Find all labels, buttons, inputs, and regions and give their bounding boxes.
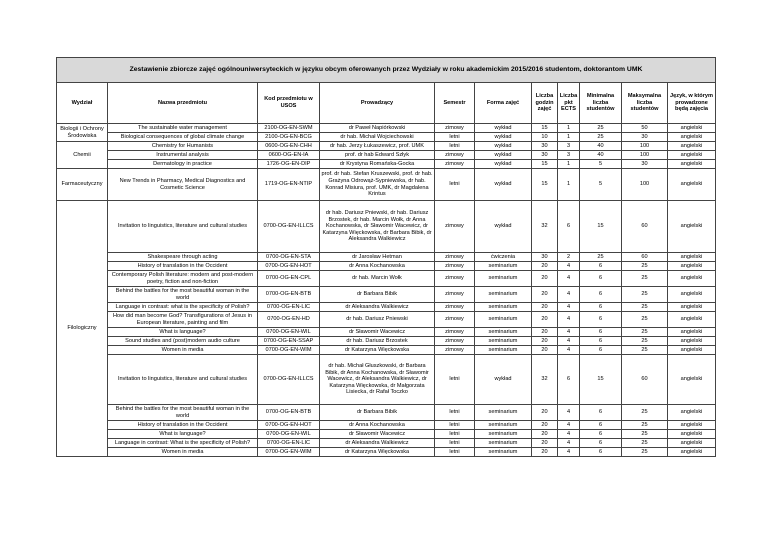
cell-course: New Trends in Pharmacy, Medical Diagnostics and Cosmetic Science xyxy=(108,169,258,201)
header-course: Nazwa przedmiotu xyxy=(108,83,258,124)
table-row xyxy=(57,124,716,133)
cell-ects: 4 xyxy=(558,262,580,271)
cell-course: Women in media xyxy=(108,346,258,355)
cell-min: 6 xyxy=(580,287,622,303)
cell-hours: 30 xyxy=(532,151,558,160)
cell-code: 0700-OG-EN-WIM xyxy=(258,448,320,457)
table-title: Zestawienie zbiorcze zajęć ogólnouniwersyteckich w języku obcym oferowanych przez Wydziały w roku akademickim 2015/2016 studentom, doktorantom UMK xyxy=(57,58,716,83)
cell-form: wykład xyxy=(475,124,532,133)
table-row xyxy=(57,346,716,355)
cell-ects: 4 xyxy=(558,439,580,448)
faculty-cell: Biologii i Ochrony Środowiska xyxy=(57,124,108,142)
cell-course: Invitation to linguistics, literature and cultural studies xyxy=(108,201,258,253)
cell-code: 0700-OG-EN-HOT xyxy=(258,421,320,430)
cell-hours: 20 xyxy=(532,303,558,312)
table-row xyxy=(57,271,716,287)
cell-semester: zimowy xyxy=(435,160,475,169)
cell-hours: 20 xyxy=(532,328,558,337)
header-max: Maksymalna liczba studentów xyxy=(622,83,668,124)
cell-lang: angielski xyxy=(668,337,716,346)
header-lecturer: Prowadzący xyxy=(320,83,435,124)
cell-form: seminarium xyxy=(475,312,532,328)
cell-semester: letni xyxy=(435,142,475,151)
cell-ects: 4 xyxy=(558,405,580,421)
cell-form: seminarium xyxy=(475,328,532,337)
cell-lang: angielski xyxy=(668,133,716,142)
cell-code: 0700-OG-EN-LIC xyxy=(258,303,320,312)
cell-min: 6 xyxy=(580,337,622,346)
cell-code: 0700-OG-EN-LIC xyxy=(258,439,320,448)
table-row xyxy=(57,448,716,457)
faculty-cell: Chemii xyxy=(57,142,108,169)
cell-hours: 15 xyxy=(532,169,558,201)
cell-course: Shakespeare through acting xyxy=(108,253,258,262)
cell-code: 2100-OG-EN-BCG xyxy=(258,133,320,142)
cell-lecturer: prof. dr hab. Stefan Kruszewski, prof. dr hab. Grażyna Odrowąż-Sypniewska, dr hab. Konrad Misiura, prof. UMK, dr Magdalena Krintus xyxy=(320,169,435,201)
cell-lecturer: dr Anna Kochanowska xyxy=(320,421,435,430)
cell-min: 6 xyxy=(580,346,622,355)
cell-form: seminarium xyxy=(475,346,532,355)
cell-course: Language in contrast: what is the specificity of Polish? xyxy=(108,303,258,312)
cell-lecturer: dr Sławomir Wacewicz xyxy=(320,328,435,337)
cell-lang: angielski xyxy=(668,439,716,448)
cell-min: 5 xyxy=(580,160,622,169)
cell-ects: 1 xyxy=(558,133,580,142)
cell-max: 100 xyxy=(622,142,668,151)
cell-form: seminarium xyxy=(475,448,532,457)
cell-min: 6 xyxy=(580,312,622,328)
cell-ects: 1 xyxy=(558,124,580,133)
table-row xyxy=(57,253,716,262)
cell-hours: 30 xyxy=(532,253,558,262)
cell-ects: 4 xyxy=(558,448,580,457)
cell-min: 40 xyxy=(580,142,622,151)
table-row xyxy=(57,142,716,151)
cell-lang: angielski xyxy=(668,253,716,262)
faculty-cell: Filologiczny xyxy=(57,201,108,457)
cell-lecturer: dr Katarzyna Więckowska xyxy=(320,448,435,457)
header-form: Forma zajęć xyxy=(475,83,532,124)
table-row xyxy=(57,337,716,346)
cell-semester: letni xyxy=(435,405,475,421)
cell-lang: angielski xyxy=(668,312,716,328)
cell-lecturer: dr Barbara Bibik xyxy=(320,405,435,421)
cell-semester: letni xyxy=(435,421,475,430)
table-row xyxy=(57,201,716,253)
cell-max: 25 xyxy=(622,439,668,448)
cell-hours: 20 xyxy=(532,421,558,430)
cell-form: seminarium xyxy=(475,430,532,439)
cell-code: 1726-OG-EN-DIP xyxy=(258,160,320,169)
cell-min: 6 xyxy=(580,303,622,312)
cell-hours: 20 xyxy=(532,405,558,421)
cell-course: How did man become God? Transfigurations of Jesus in European literature, painting and film xyxy=(108,312,258,328)
cell-form: seminarium xyxy=(475,271,532,287)
cell-course: Behind the battles for the most beautiful woman in the world xyxy=(108,287,258,303)
cell-max: 25 xyxy=(622,262,668,271)
cell-lang: angielski xyxy=(668,160,716,169)
cell-hours: 20 xyxy=(532,448,558,457)
cell-min: 6 xyxy=(580,421,622,430)
cell-semester: zimowy xyxy=(435,312,475,328)
cell-lecturer: dr hab. Michał Głuszkowski, dr Barbara Bibik, dr Anna Kochanowska, dr Sławomir Wacewicz, dr Aleksandra Walkiewicz, dr Katarzyna Więckowska, dr Małgorzata Lisiecka, dr Rafał Toczko xyxy=(320,355,435,405)
cell-semester: zimowy xyxy=(435,328,475,337)
cell-lang: angielski xyxy=(668,169,716,201)
table-row xyxy=(57,421,716,430)
cell-semester: zimowy xyxy=(435,201,475,253)
cell-course: History of translation in the Occident xyxy=(108,421,258,430)
header-hours: Liczba godzin zajęć xyxy=(532,83,558,124)
cell-lecturer: dr Jarosław Hetman xyxy=(320,253,435,262)
cell-max: 60 xyxy=(622,253,668,262)
cell-lecturer: dr Katarzyna Więckowska xyxy=(320,346,435,355)
cell-code: 0700-OG-EN-WIL xyxy=(258,328,320,337)
cell-course: Sound studies and (post)modern audio culture xyxy=(108,337,258,346)
cell-lecturer: dr hab. Dariusz Pniewski, dr hab. Dariusz Brzostek, dr hab. Marcin Wołk, dr Anna Kochanowska, dr Sławomir Wacewicz, dr Katarzyna Więckowska, dr Barbara Bibik, dr Aleksandra Walkiewicz xyxy=(320,201,435,253)
cell-hours: 32 xyxy=(532,355,558,405)
cell-lang: angielski xyxy=(668,355,716,405)
cell-lecturer: prof. dr hab Edward Szłyk xyxy=(320,151,435,160)
cell-semester: letni xyxy=(435,133,475,142)
cell-min: 6 xyxy=(580,430,622,439)
cell-ects: 3 xyxy=(558,142,580,151)
cell-lang: angielski xyxy=(668,271,716,287)
cell-hours: 20 xyxy=(532,271,558,287)
cell-lang: angielski xyxy=(668,124,716,133)
cell-lecturer: dr hab. Dariusz Pniewski xyxy=(320,312,435,328)
cell-form: seminarium xyxy=(475,405,532,421)
header-code: Kod przedmiotu w USOS xyxy=(258,83,320,124)
cell-course: History of translation in the Occident xyxy=(108,262,258,271)
cell-max: 100 xyxy=(622,169,668,201)
cell-form: seminarium xyxy=(475,303,532,312)
cell-lecturer: dr hab. Dariusz Brzostek xyxy=(320,337,435,346)
cell-hours: 10 xyxy=(532,133,558,142)
cell-max: 60 xyxy=(622,201,668,253)
cell-lang: angielski xyxy=(668,142,716,151)
cell-course: The sustainable water management xyxy=(108,124,258,133)
cell-course: Behind the battles for the most beautiful woman in the world xyxy=(108,405,258,421)
cell-form: wykład xyxy=(475,160,532,169)
cell-course: Instrumental analysis xyxy=(108,151,258,160)
cell-hours: 30 xyxy=(532,142,558,151)
cell-lang: angielski xyxy=(668,430,716,439)
cell-form: ćwiczenia xyxy=(475,253,532,262)
cell-semester: letni xyxy=(435,169,475,201)
cell-lecturer: dr Barbara Bibik xyxy=(320,287,435,303)
cell-min: 6 xyxy=(580,262,622,271)
table-row xyxy=(57,355,716,405)
cell-max: 25 xyxy=(622,337,668,346)
cell-min: 6 xyxy=(580,328,622,337)
cell-form: seminarium xyxy=(475,287,532,303)
cell-code: 0700-OG-EN-WIM xyxy=(258,346,320,355)
table-row xyxy=(57,405,716,421)
cell-max: 25 xyxy=(622,287,668,303)
cell-hours: 20 xyxy=(532,430,558,439)
cell-lecturer: dr Anna Kochanowska xyxy=(320,262,435,271)
course-table xyxy=(56,57,716,457)
cell-code: 1719-OG-EN-NTIP xyxy=(258,169,320,201)
cell-semester: letni xyxy=(435,439,475,448)
cell-course: Invitation to linguistics, literature and cultural studies xyxy=(108,355,258,405)
cell-code: 0700-OG-EN-WIL xyxy=(258,430,320,439)
cell-max: 25 xyxy=(622,271,668,287)
cell-min: 25 xyxy=(580,124,622,133)
cell-semester: zimowy xyxy=(435,271,475,287)
cell-semester: zimowy xyxy=(435,303,475,312)
cell-semester: zimowy xyxy=(435,151,475,160)
cell-max: 25 xyxy=(622,346,668,355)
cell-ects: 3 xyxy=(558,151,580,160)
cell-min: 15 xyxy=(580,355,622,405)
cell-min: 40 xyxy=(580,151,622,160)
header-semester: Semestr xyxy=(435,83,475,124)
cell-max: 100 xyxy=(622,151,668,160)
cell-ects: 4 xyxy=(558,271,580,287)
cell-code: 0600-OG-EN-IA xyxy=(258,151,320,160)
cell-lecturer: dr hab. Jerzy Łukaszewicz, prof. UMK xyxy=(320,142,435,151)
cell-min: 6 xyxy=(580,448,622,457)
cell-ects: 4 xyxy=(558,346,580,355)
cell-form: wykład xyxy=(475,133,532,142)
cell-ects: 4 xyxy=(558,328,580,337)
table-row xyxy=(57,160,716,169)
cell-ects: 4 xyxy=(558,312,580,328)
cell-lang: angielski xyxy=(668,287,716,303)
cell-lang: angielski xyxy=(668,405,716,421)
cell-course: Contemporary Polish literature: modern and post-modern poetry, fiction and non-fiction xyxy=(108,271,258,287)
cell-max: 25 xyxy=(622,303,668,312)
cell-max: 30 xyxy=(622,133,668,142)
cell-max: 25 xyxy=(622,328,668,337)
cell-min: 6 xyxy=(580,271,622,287)
cell-form: seminarium xyxy=(475,337,532,346)
table-row xyxy=(57,262,716,271)
cell-lecturer: dr Krystyna Romańska-Gocka xyxy=(320,160,435,169)
header-faculty: Wydział xyxy=(57,83,108,124)
cell-max: 60 xyxy=(622,355,668,405)
cell-semester: zimowy xyxy=(435,287,475,303)
cell-min: 6 xyxy=(580,405,622,421)
cell-hours: 15 xyxy=(532,124,558,133)
cell-max: 25 xyxy=(622,312,668,328)
cell-form: wykład xyxy=(475,201,532,253)
cell-semester: zimowy xyxy=(435,262,475,271)
cell-lecturer: dr Aleksandra Walkiewicz xyxy=(320,303,435,312)
cell-ects: 4 xyxy=(558,421,580,430)
cell-ects: 6 xyxy=(558,201,580,253)
cell-lang: angielski xyxy=(668,448,716,457)
cell-semester: letni xyxy=(435,448,475,457)
cell-lecturer: dr Aleksandra Walkiewicz xyxy=(320,439,435,448)
table-row xyxy=(57,430,716,439)
cell-max: 25 xyxy=(622,421,668,430)
cell-lecturer: dr hab. Michał Wojciechowski xyxy=(320,133,435,142)
cell-lang: angielski xyxy=(668,151,716,160)
cell-min: 6 xyxy=(580,439,622,448)
cell-max: 50 xyxy=(622,124,668,133)
cell-code: 0700-OG-EN-STA xyxy=(258,253,320,262)
cell-form: wykład xyxy=(475,169,532,201)
cell-lecturer: dr hab. Marcin Wołk xyxy=(320,271,435,287)
cell-form: wykład xyxy=(475,151,532,160)
cell-hours: 20 xyxy=(532,287,558,303)
cell-lecturer: dr Sławomir Wacewicz xyxy=(320,430,435,439)
table-row xyxy=(57,169,716,201)
cell-semester: letni xyxy=(435,430,475,439)
cell-course: Chemistry for Humanists xyxy=(108,142,258,151)
cell-form: seminarium xyxy=(475,421,532,430)
cell-course: Language in contrast: What is the specificity of Polish? xyxy=(108,439,258,448)
cell-ects: 2 xyxy=(558,253,580,262)
cell-ects: 1 xyxy=(558,169,580,201)
cell-hours: 20 xyxy=(532,439,558,448)
cell-form: wykład xyxy=(475,355,532,405)
cell-max: 25 xyxy=(622,405,668,421)
cell-ects: 1 xyxy=(558,160,580,169)
cell-min: 25 xyxy=(580,133,622,142)
header-min: Minimalna liczba studentów xyxy=(580,83,622,124)
cell-max: 30 xyxy=(622,160,668,169)
cell-code: 0700-OG-EN-BTB xyxy=(258,405,320,421)
table-row xyxy=(57,303,716,312)
cell-lang: angielski xyxy=(668,421,716,430)
table-body xyxy=(57,124,716,457)
table-row xyxy=(57,151,716,160)
cell-semester: zimowy xyxy=(435,124,475,133)
cell-hours: 32 xyxy=(532,201,558,253)
cell-min: 5 xyxy=(580,169,622,201)
header-ects: Liczba pkt ECTS xyxy=(558,83,580,124)
table-row xyxy=(57,439,716,448)
cell-code: 0600-OG-EN-CHH xyxy=(258,142,320,151)
cell-lecturer: dr Paweł Napiórkowski xyxy=(320,124,435,133)
faculty-cell: Farmaceutyczny xyxy=(57,169,108,201)
cell-lang: angielski xyxy=(668,262,716,271)
cell-hours: 20 xyxy=(532,262,558,271)
cell-semester: zimowy xyxy=(435,253,475,262)
cell-min: 25 xyxy=(580,253,622,262)
cell-course: What is language? xyxy=(108,328,258,337)
cell-form: seminarium xyxy=(475,262,532,271)
cell-lang: angielski xyxy=(668,328,716,337)
cell-hours: 15 xyxy=(532,160,558,169)
cell-min: 15 xyxy=(580,201,622,253)
cell-ects: 4 xyxy=(558,430,580,439)
header-lang: Język, w którym prowadzone będą zajęcia xyxy=(668,83,716,124)
table-row xyxy=(57,328,716,337)
table-row xyxy=(57,312,716,328)
cell-code: 0700-OG-EN-SSAP xyxy=(258,337,320,346)
cell-ects: 4 xyxy=(558,337,580,346)
cell-ects: 6 xyxy=(558,355,580,405)
cell-course: Women in media xyxy=(108,448,258,457)
cell-max: 25 xyxy=(622,448,668,457)
cell-hours: 20 xyxy=(532,346,558,355)
cell-max: 25 xyxy=(622,430,668,439)
cell-ects: 4 xyxy=(558,303,580,312)
table-row xyxy=(57,133,716,142)
cell-lang: angielski xyxy=(668,201,716,253)
cell-form: seminarium xyxy=(475,439,532,448)
cell-course: Biological consequences of global climate change xyxy=(108,133,258,142)
cell-code: 0700-OG-EN-HD xyxy=(258,312,320,328)
cell-semester: zimowy xyxy=(435,337,475,346)
cell-semester: zimowy xyxy=(435,346,475,355)
cell-code: 0700-OG-EN-HOT xyxy=(258,262,320,271)
cell-code: 2100-OG-EN-SWM xyxy=(258,124,320,133)
cell-course: What is language? xyxy=(108,430,258,439)
cell-ects: 4 xyxy=(558,287,580,303)
table-row xyxy=(57,287,716,303)
cell-code: 0700-OG-EN-CPL xyxy=(258,271,320,287)
cell-code: 0700-OG-EN-ILLCS xyxy=(258,355,320,405)
cell-lang: angielski xyxy=(668,346,716,355)
cell-hours: 20 xyxy=(532,337,558,346)
cell-lang: angielski xyxy=(668,303,716,312)
cell-code: 0700-OG-EN-ILLCS xyxy=(258,201,320,253)
cell-semester: letni xyxy=(435,355,475,405)
cell-course: Dermatology in practice xyxy=(108,160,258,169)
cell-form: wykład xyxy=(475,142,532,151)
cell-code: 0700-OG-EN-BTB xyxy=(258,287,320,303)
cell-hours: 20 xyxy=(532,312,558,328)
